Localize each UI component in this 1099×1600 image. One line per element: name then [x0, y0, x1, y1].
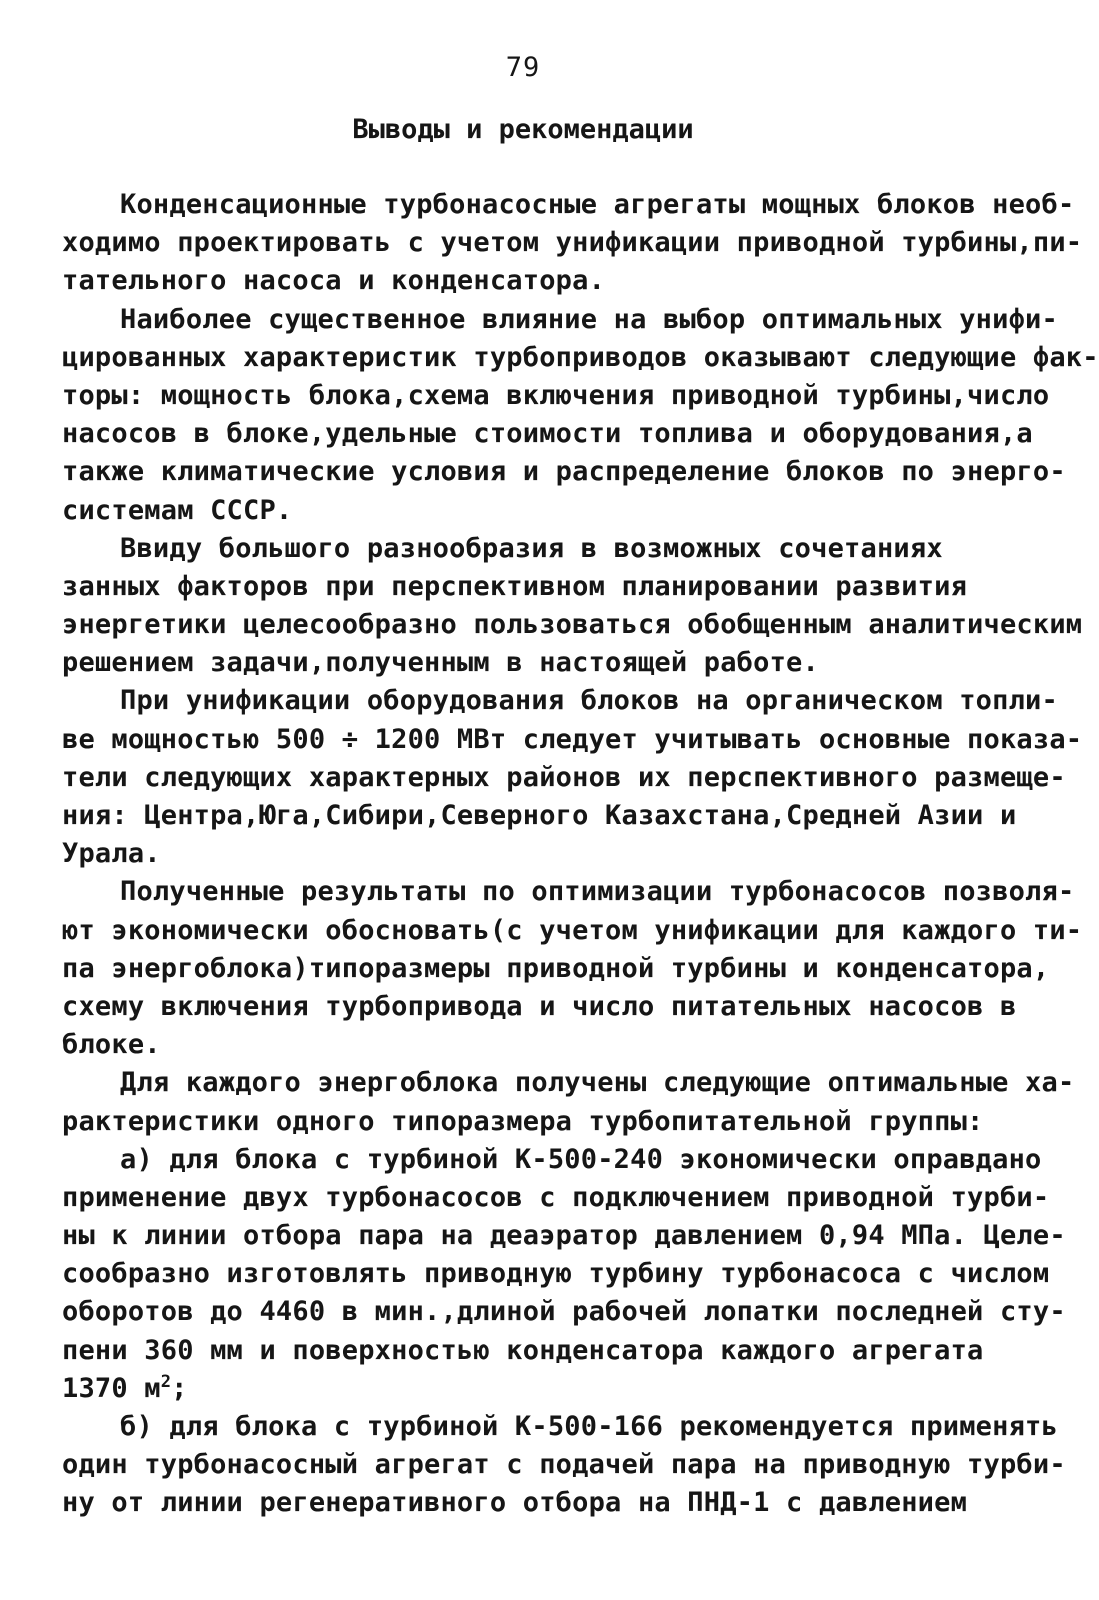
text-line-tail: ;: [171, 1372, 188, 1404]
text-line-content: сообразно изготовлять приводную турбину турбонасоса с числом: [62, 1258, 1050, 1290]
text-line: [62, 1179, 1050, 1217]
text-line-content: системам СССР.: [62, 494, 293, 526]
text-line-content: Конденсационные турбонасосные агрегаты мощных блоков необ-: [120, 189, 1075, 220]
text-line: [62, 873, 1075, 911]
text-line: [62, 1141, 1042, 1179]
text-line-content: ве мощностью 500 ÷ 1200 МВт следует учитывать основные показа-: [62, 723, 1083, 755]
text-line: [62, 1408, 1058, 1446]
text-line-content: торы: мощность блока,схема включения приводной турбины,число: [62, 379, 1050, 411]
text-line: [62, 1484, 972, 1522]
text-line: [62, 759, 1066, 797]
text-line: [62, 1293, 1066, 1331]
text-line-content: один турбонасосный агрегат с подачей пара на приводную турби-: [62, 1449, 1066, 1481]
text-line: [62, 682, 1058, 720]
text-line-content: применение двух турбонасосов с подключением приводной турби-: [62, 1181, 1050, 1213]
text-line-content: Полученные результаты по оптимизации турбонасосов позволя-: [120, 876, 1075, 908]
text-line: [62, 415, 1033, 453]
text-line-content: цированных характеристик турбоприводов оказывают следующие фак-: [62, 341, 1099, 373]
text-line-content: также климатические условия и распределение блоков по энерго-: [62, 456, 1066, 488]
text-line: [62, 1255, 1050, 1293]
text-line: [62, 644, 972, 682]
text-line-content: оборотов до 4460 в мин.,длиной рабочей лопатки последней сту-: [62, 1296, 1066, 1328]
text-line-content: рактеристики одного типоразмера турбопитательной группы:: [62, 1105, 984, 1137]
text-line-content: ют экономически обосновать(с учетом унификации для каждого ти-: [62, 914, 1083, 946]
text-line: [62, 339, 1099, 377]
text-line-content: б) для блока с турбиной К-500-166 рекомендуется применять: [120, 1411, 1058, 1442]
text-line: [62, 568, 972, 606]
section-heading: Выводы и рекомендации: [352, 114, 694, 145]
text-line: [62, 912, 1083, 950]
text-line-content: При унификации оборудования блоков на органическом топли-: [120, 685, 1058, 717]
body-text: [62, 186, 1099, 1523]
text-line: [62, 377, 1050, 415]
text-line: [62, 301, 1058, 339]
text-line: [62, 1103, 984, 1141]
superscript: 2: [160, 1371, 172, 1392]
text-line: [62, 224, 1083, 262]
text-line-content: тательного насоса и конденсатора.: [62, 265, 606, 297]
text-line-content: Урала.: [62, 838, 161, 870]
text-line-content: па энергоблока)типоразмеры приводной турбины и конденсатора,: [62, 952, 1050, 984]
text-line: [62, 797, 1017, 835]
text-line-content: ния: Центра,Юга,Сибири,Северного Казахстана,Средней Азии и: [62, 800, 1017, 831]
text-line: [62, 530, 972, 568]
text-line-content: энергетики целесообразно пользоваться обобщенным аналитическим: [62, 609, 1083, 641]
text-line-content: тели следующих характерных районов их перспективного размеще-: [62, 761, 1066, 793]
text-line-content: а) для блока с турбиной К-500-240 экономически оправдано: [120, 1143, 1042, 1175]
text-line: [62, 1064, 1075, 1102]
text-line-content: блоке.: [62, 1029, 161, 1061]
text-line: [62, 1026, 972, 1064]
text-line: [62, 950, 1050, 988]
text-line-content: Для каждого энергоблока получены следующие оптимальные ха-: [120, 1067, 1075, 1099]
text-line: [62, 453, 1066, 491]
text-line: [62, 721, 1083, 759]
text-line: [62, 988, 1017, 1026]
text-line-content: ходимо проектировать с учетом унификации приводной турбины,пи-: [62, 227, 1083, 259]
text-line-content: ну от линии регенеративного отбора на ПНД-1 с давлением: [62, 1487, 968, 1519]
text-line-content: занных факторов при перспективном планировании развития: [62, 570, 968, 602]
text-line: [62, 1332, 984, 1370]
text-line-content: решением задачи,полученным в настоящей работе.: [62, 647, 819, 679]
text-line-content: ны к линии отбора пара на деаэратор давлением 0,94 МПа. Целе-: [62, 1220, 1066, 1252]
text-line-content: схему включения турбопривода и число питательных насосов в: [62, 990, 1017, 1022]
text-line: [62, 1370, 972, 1408]
text-line: [62, 262, 972, 300]
text-line-content: Наиболее существенное влияние на выбор оптимальных унифи-: [120, 303, 1058, 335]
page-number: 79: [505, 52, 541, 83]
text-line-content: насосов в блоке,удельные стоимости топлива и оборудования,а: [62, 418, 1033, 450]
text-line-content: 1370 м: [62, 1372, 161, 1404]
text-line-content: пени 360 мм и поверхностью конденсатора каждого агрегата: [62, 1334, 984, 1366]
text-line: [62, 606, 1083, 644]
text-line: [62, 835, 972, 873]
text-line: [62, 1217, 1066, 1255]
text-line: [62, 1446, 1066, 1484]
text-line-content: Ввиду большого разнообразия в возможных сочетаниях: [120, 532, 943, 564]
text-line: [62, 492, 972, 530]
text-line: [62, 186, 1075, 224]
